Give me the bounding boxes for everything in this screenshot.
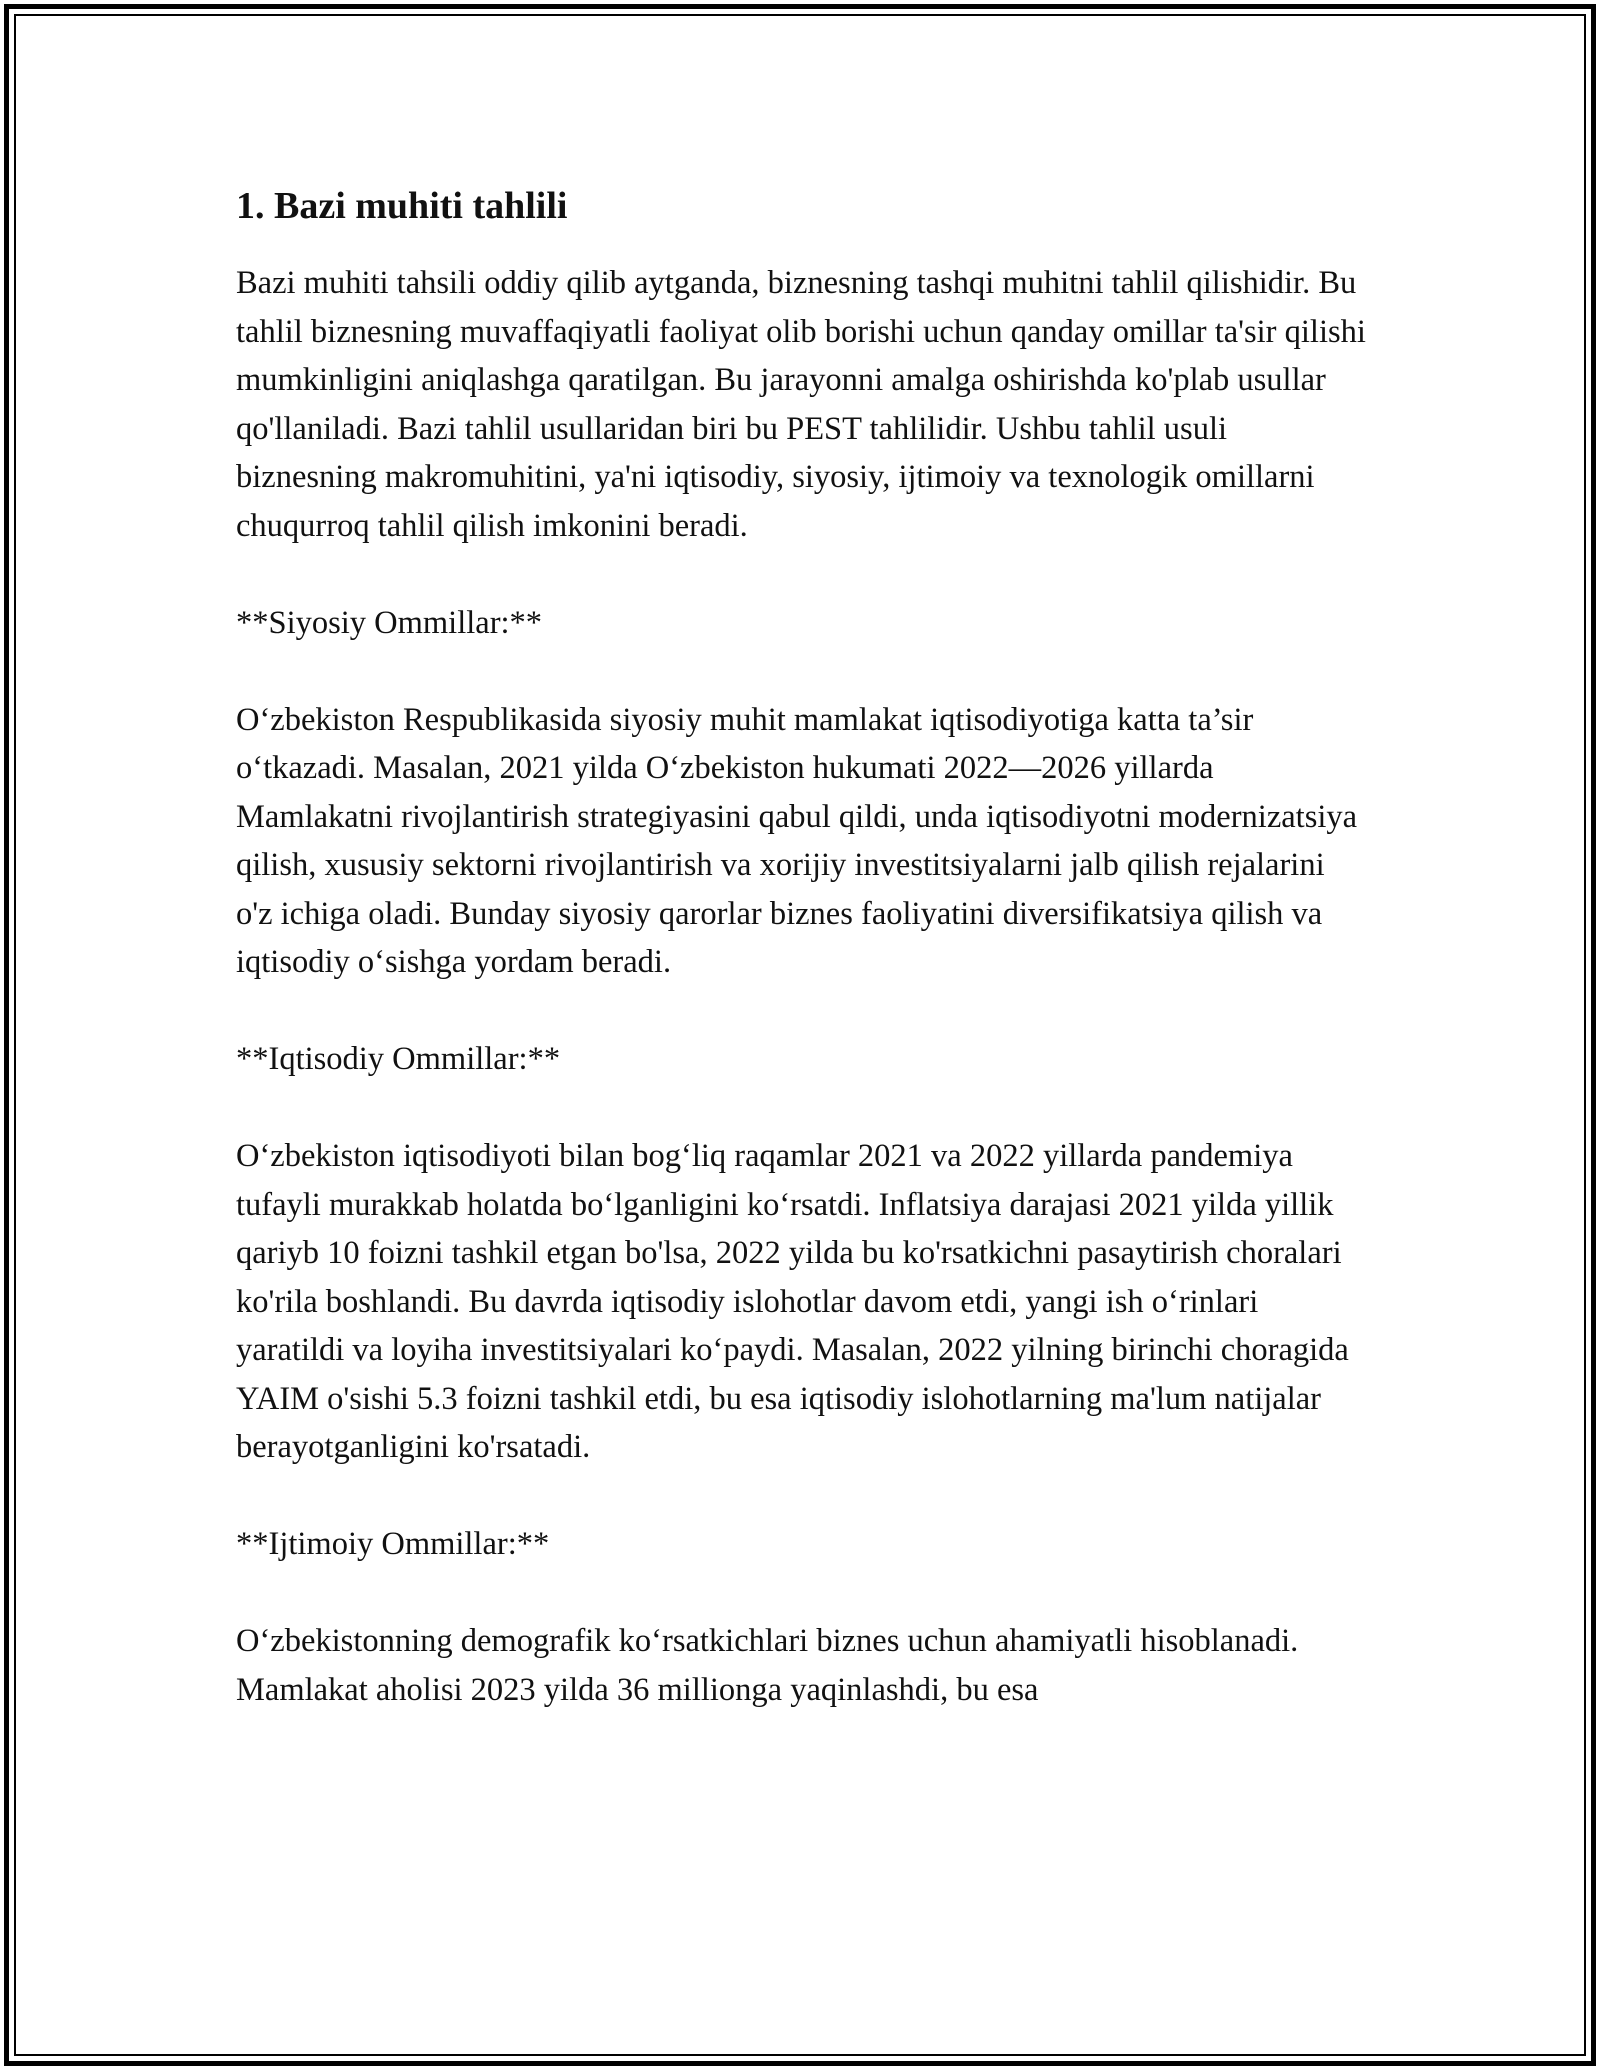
intro-paragraph: Bazi muhiti tahsili oddiy qilib aytganda, biznesning tashqi muhitni tahlil qilishidir. Bu tahlil biznesning muvaffaqiyatli faoliyat olib borishi uchun qanday omillar ta'sir qilishi mumkinligini aniqlashga qaratilgan. Bu jarayonni amalga oshirishda ko'plab usullar qo'llaniladi. Bazi tahlil usullaridan biri bu PEST tahlilidir. Ushbu tahlil usuli biznesning makromuhitini, ya'ni iqtisodiy, siyosiy, ijtimoiy va texnologik omillarni chuqurroq tahlil qilish imkonini beradi.	[236, 265, 1366, 544]
section-body-economic: O‘zbekiston iqtisodiyoti bilan bog‘liq raqamlar 2021 va 2022 yillarda pandemiya tufayli murakkab holatda bo‘lganligini ko‘rsatdi. Inflatsiya darajasi 2021 yilda yillik qariyb 10 foizni tashkil etgan bo'lsa, 2022 yilda bu ko'rsatkichni pasaytirish choralari ko'rila boshlandi. Bu davrda iqtisodiy islohotlar davom etdi, yangi ish o‘rinlari yaratildi va loyiha investitsiyalari ko‘paydi. Masalan, 2022 yilning birinchi choragida YAIM o'sishi 5.3 foizni tashkil etdi, bu esa iqtisodiy islohotlarning ma'lum natijalar berayotganligini ko'rsatadi.	[236, 1138, 1349, 1466]
section-title-economic: **Iqtisodiy Ommillar:**	[236, 1041, 561, 1078]
section-body-political: O‘zbekiston Respublikasida siyosiy muhit mamlakat iqtisodiyotiga katta ta’sir o‘tkazadi. Masalan, 2021 yilda O‘zbekiston hukumati 2022—2026 yillarda Mamlakatni rivojlantirish strategiyasini qabul qildi, unda iqtisodiyotni modernizatsiya qilish, xususiy sektorni rivojlantirish va xorijiy investitsiyalarni jalb qilish rejalarini o'z ichiga oladi. Bunday siyosiy qarorlar biznes faoliyatini diversifikatsiya qilish va iqtisodiy o‘sishga yordam beradi.	[236, 701, 1358, 981]
section-heading: 1. Bazi muhiti tahlili	[236, 185, 568, 227]
section-body-social: O‘zbekistonning demografik ko‘rsatkichlari biznes uchun ahamiyatli hisoblanadi. Mamlakat aholisi 2023 yilda 36 millionga yaqinlashdi, bu esa	[236, 1623, 1299, 1708]
document-body	[236, 182, 1366, 1763]
section-title-political: **Siyosiy Ommillar:**	[236, 604, 543, 641]
section-title-social: **Ijtimoiy Ommillar:**	[236, 1526, 550, 1563]
